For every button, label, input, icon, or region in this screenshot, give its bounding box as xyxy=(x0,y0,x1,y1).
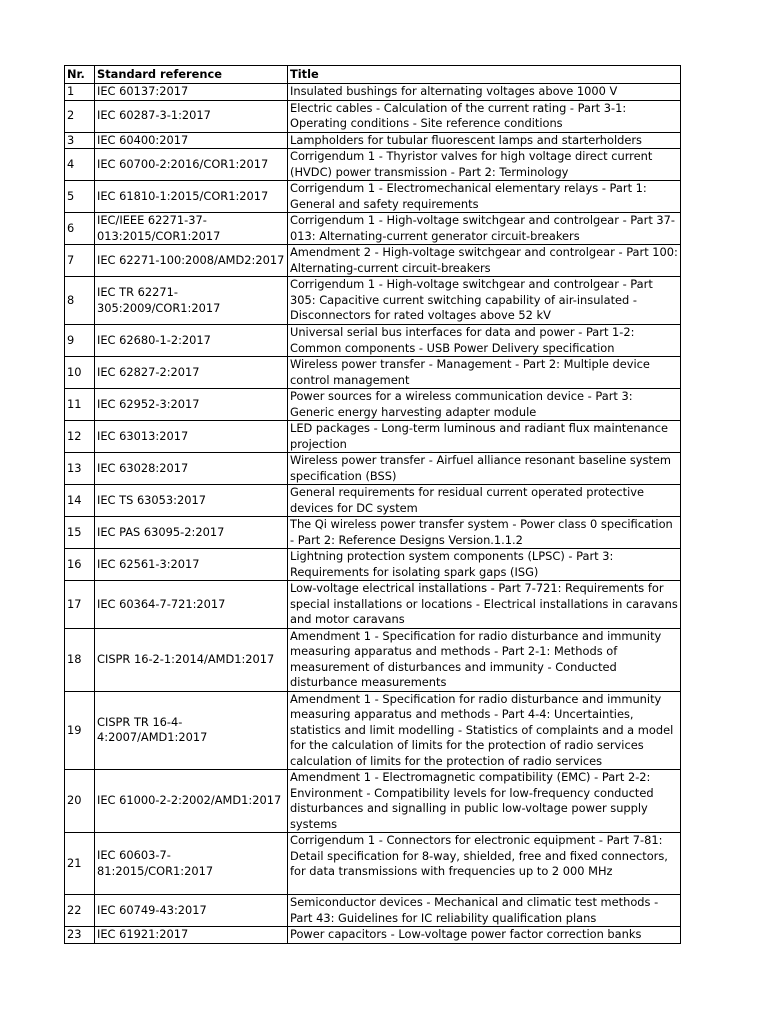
standard-title: Semiconductor devices - Mechanical and climatic test methods - Part 43: Guidelines for IC reliability qualification plans xyxy=(288,895,681,927)
row-number: 21 xyxy=(65,833,95,895)
table-row xyxy=(65,245,681,277)
row-number: 9 xyxy=(65,325,95,357)
standard-title: Amendment 1 - Electromagnetic compatibility (EMC) - Part 2-2: Environment - Compatibility levels for low-frequency conducted disturbances and signalling in public low-voltage power supply systems xyxy=(288,770,681,833)
row-number: 15 xyxy=(65,517,95,549)
table-row xyxy=(65,770,681,833)
table-row xyxy=(65,357,681,389)
standard-reference: CISPR 16-2-1:2014/AMD1:2017 xyxy=(95,628,288,691)
row-number: 18 xyxy=(65,628,95,691)
row-number: 5 xyxy=(65,181,95,213)
row-number: 11 xyxy=(65,389,95,421)
table-row xyxy=(65,485,681,517)
standard-title: Lightning protection system components (LPSC) - Part 3: Requirements for isolating spark gaps (ISG) xyxy=(288,549,681,581)
standard-reference: IEC 60603-7-81:2015/COR1:2017 xyxy=(95,833,288,895)
table-row xyxy=(65,691,681,770)
standard-title: Universal serial bus interfaces for data and power - Part 1-2: Common components - USB Power Delivery specification xyxy=(288,325,681,357)
standard-reference: IEC 60364-7-721:2017 xyxy=(95,581,288,629)
standard-title: The Qi wireless power transfer system - Power class 0 specification - Part 2: Reference Designs Version.1.1.2 xyxy=(288,517,681,549)
table-row xyxy=(65,517,681,549)
row-number: 1 xyxy=(65,84,95,101)
table-row xyxy=(65,421,681,453)
standards-sheet xyxy=(64,65,680,944)
standard-reference: IEC 60400:2017 xyxy=(95,132,288,149)
table-row xyxy=(65,833,681,895)
table-row xyxy=(65,325,681,357)
standard-reference: IEC 60287-3-1:2017 xyxy=(95,100,288,132)
table-row xyxy=(65,149,681,181)
row-number: 14 xyxy=(65,485,95,517)
standard-title: Low-voltage electrical installations - Part 7-721: Requirements for special installations or locations - Electrical installations in caravans and motor caravans xyxy=(288,581,681,629)
row-number: 8 xyxy=(65,277,95,325)
table-row xyxy=(65,549,681,581)
standard-title: LED packages - Long-term luminous and radiant flux maintenance projection xyxy=(288,421,681,453)
standard-reference: IEC 62827-2:2017 xyxy=(95,357,288,389)
row-number: 7 xyxy=(65,245,95,277)
standard-title: Wireless power transfer - Management - Part 2: Multiple device control management xyxy=(288,357,681,389)
table-row xyxy=(65,453,681,485)
standard-title: Electric cables - Calculation of the current rating - Part 3-1: Operating conditions - Site reference conditions xyxy=(288,100,681,132)
standard-reference: CISPR TR 16-4-4:2007/AMD1:2017 xyxy=(95,691,288,770)
standard-title: Corrigendum 1 - Thyristor valves for high voltage direct current (HVDC) power transmission - Part 2: Terminology xyxy=(288,149,681,181)
table-body xyxy=(65,84,681,944)
standard-reference: IEC 60749-43:2017 xyxy=(95,895,288,927)
table-row xyxy=(65,132,681,149)
table-row xyxy=(65,277,681,325)
header-nr: Nr. xyxy=(65,66,95,84)
standard-reference: IEC 60700-2:2016/COR1:2017 xyxy=(95,149,288,181)
standard-title: Power sources for a wireless communication device - Part 3: Generic energy harvesting adapter module xyxy=(288,389,681,421)
row-number: 23 xyxy=(65,927,95,944)
header-standard-reference: Standard reference xyxy=(95,66,288,84)
row-number: 4 xyxy=(65,149,95,181)
table-row xyxy=(65,927,681,944)
standard-reference: IEC/IEEE 62271-37-013:2015/COR1:2017 xyxy=(95,213,288,245)
standard-reference: IEC 63013:2017 xyxy=(95,421,288,453)
table-row xyxy=(65,628,681,691)
standard-reference: IEC PAS 63095-2:2017 xyxy=(95,517,288,549)
standard-title: Corrigendum 1 - Connectors for electronic equipment - Part 7-81: Detail specification for 8-way, shielded, free and fixed connectors, for data transmissions with frequencies up to 2 000 MHz xyxy=(288,833,681,895)
standard-reference: IEC 61810-1:2015/COR1:2017 xyxy=(95,181,288,213)
table-row xyxy=(65,581,681,629)
standard-reference: IEC 62680-1-2:2017 xyxy=(95,325,288,357)
standard-reference: IEC TR 62271-305:2009/COR1:2017 xyxy=(95,277,288,325)
standard-reference: IEC 61921:2017 xyxy=(95,927,288,944)
row-number: 12 xyxy=(65,421,95,453)
row-number: 6 xyxy=(65,213,95,245)
row-number: 17 xyxy=(65,581,95,629)
table-row xyxy=(65,895,681,927)
standard-title: Wireless power transfer - Airfuel alliance resonant baseline system specification (BSS) xyxy=(288,453,681,485)
row-number: 22 xyxy=(65,895,95,927)
standard-title: Corrigendum 1 - Electromechanical elementary relays - Part 1: General and safety requirements xyxy=(288,181,681,213)
table-row xyxy=(65,213,681,245)
row-number: 13 xyxy=(65,453,95,485)
standard-title: Corrigendum 1 - High-voltage switchgear and controlgear - Part 37-013: Alternating-current generator circuit-breakers xyxy=(288,213,681,245)
standard-reference: IEC 60137:2017 xyxy=(95,84,288,101)
table-row xyxy=(65,100,681,132)
standard-title: Power capacitors - Low-voltage power factor correction banks xyxy=(288,927,681,944)
standard-reference: IEC 61000-2-2:2002/AMD1:2017 xyxy=(95,770,288,833)
standard-title: Amendment 2 - High-voltage switchgear and controlgear - Part 100: Alternating-current circuit-breakers xyxy=(288,245,681,277)
standards-table xyxy=(64,65,681,944)
standard-reference: IEC 62952-3:2017 xyxy=(95,389,288,421)
row-number: 19 xyxy=(65,691,95,770)
row-number: 3 xyxy=(65,132,95,149)
standard-reference: IEC 62271-100:2008/AMD2:2017 xyxy=(95,245,288,277)
row-number: 2 xyxy=(65,100,95,132)
header-row xyxy=(65,66,681,84)
header-title: Title xyxy=(288,66,681,84)
row-number: 10 xyxy=(65,357,95,389)
standard-title: Insulated bushings for alternating voltages above 1000 V xyxy=(288,84,681,101)
standard-title: General requirements for residual current operated protective devices for DC system xyxy=(288,485,681,517)
standard-title: Amendment 1 - Specification for radio disturbance and immunity measuring apparatus and methods - Part 4-4: Uncertainties, statistics and limit modelling - Statistics of complaints and a model for the calculation of limits for the protection of radio services calculation of limits for the protection of radio services xyxy=(288,691,681,770)
standard-reference: IEC TS 63053:2017 xyxy=(95,485,288,517)
standard-title: Lampholders for tubular fluorescent lamps and starterholders xyxy=(288,132,681,149)
table-row xyxy=(65,84,681,101)
standard-title: Amendment 1 - Specification for radio disturbance and immunity measuring apparatus and methods - Part 2-1: Methods of measurement of disturbances and immunity - Conducted disturbance measurements xyxy=(288,628,681,691)
standard-reference: IEC 62561-3:2017 xyxy=(95,549,288,581)
table-row xyxy=(65,181,681,213)
row-number: 20 xyxy=(65,770,95,833)
standard-reference: IEC 63028:2017 xyxy=(95,453,288,485)
table-row xyxy=(65,389,681,421)
row-number: 16 xyxy=(65,549,95,581)
standard-title: Corrigendum 1 - High-voltage switchgear and controlgear - Part 305: Capacitive current switching capability of air-insulated - Disconnectors for rated voltages above 52 kV xyxy=(288,277,681,325)
